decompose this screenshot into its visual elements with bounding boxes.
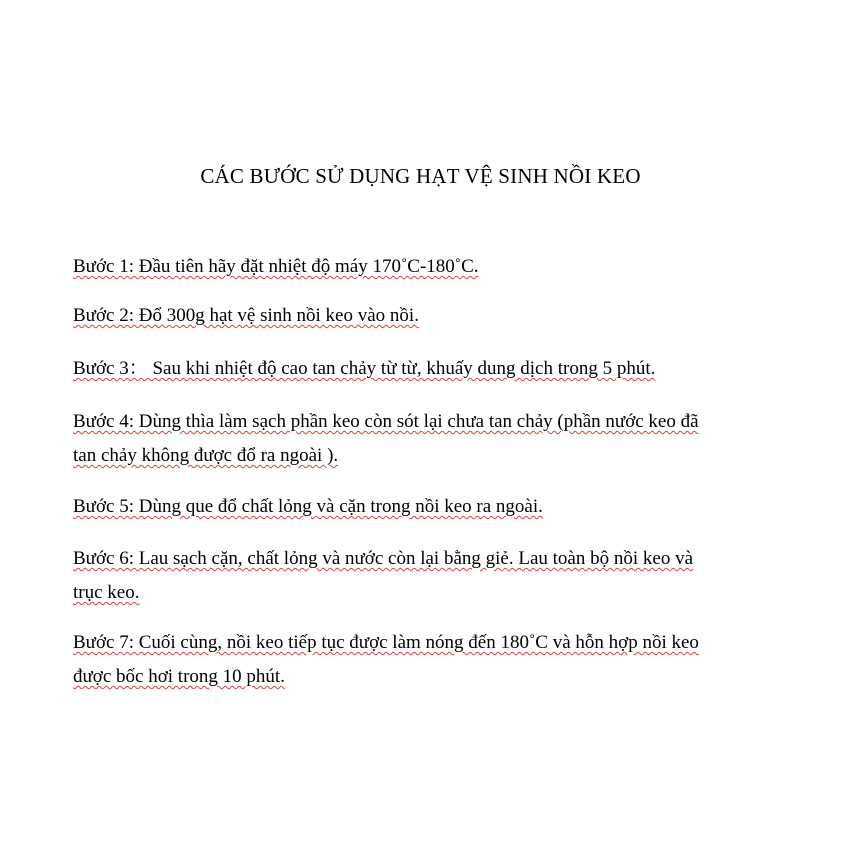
step-3 xyxy=(73,355,655,383)
step-7 xyxy=(73,629,699,691)
step-1-line-1: Bước 1: Đầu tiên hãy đặt nhiệt độ máy 170˚C-180˚C. xyxy=(73,256,479,277)
step-6 xyxy=(73,545,693,607)
step-7-line-2: được bốc hơi trong 10 phút. xyxy=(73,666,285,687)
step-4-line-2: tan chảy không được đổ ra ngoài ). xyxy=(73,445,339,466)
step-2 xyxy=(73,302,419,330)
step-4 xyxy=(73,408,699,470)
step-1 xyxy=(73,253,479,281)
document-title: CÁC BƯỚC SỬ DỤNG HẠT VỆ SINH NỒI KEO xyxy=(200,164,641,188)
step-3-line-1: Bước 3： Sau khi nhiệt độ cao tan chảy từ từ, khuấy dung dịch trong 5 phút. xyxy=(73,358,656,379)
step-7-line-1: Bước 7: Cuối cùng, nồi keo tiếp tục được làm nóng đến 180˚C và hỗn hợp nồi keo xyxy=(73,632,699,653)
step-6-line-1: Bước 6: Lau sạch cặn, chất lỏng và nước còn lại bằng giẻ. Lau toàn bộ nồi keo và xyxy=(73,548,693,569)
step-5 xyxy=(73,493,543,521)
step-4-line-1: Bước 4: Dùng thìa làm sạch phần keo còn sót lại chưa tan chảy (phần nước keo đã xyxy=(73,411,699,432)
step-6-line-2: trục keo. xyxy=(73,582,140,603)
step-5-line-1: Bước 5: Dùng que đổ chất lỏng và cặn trong nồi keo ra ngoài. xyxy=(73,496,543,517)
step-2-line-1: Bước 2: Đổ 300g hạt vệ sinh nồi keo vào nồi. xyxy=(73,305,419,326)
